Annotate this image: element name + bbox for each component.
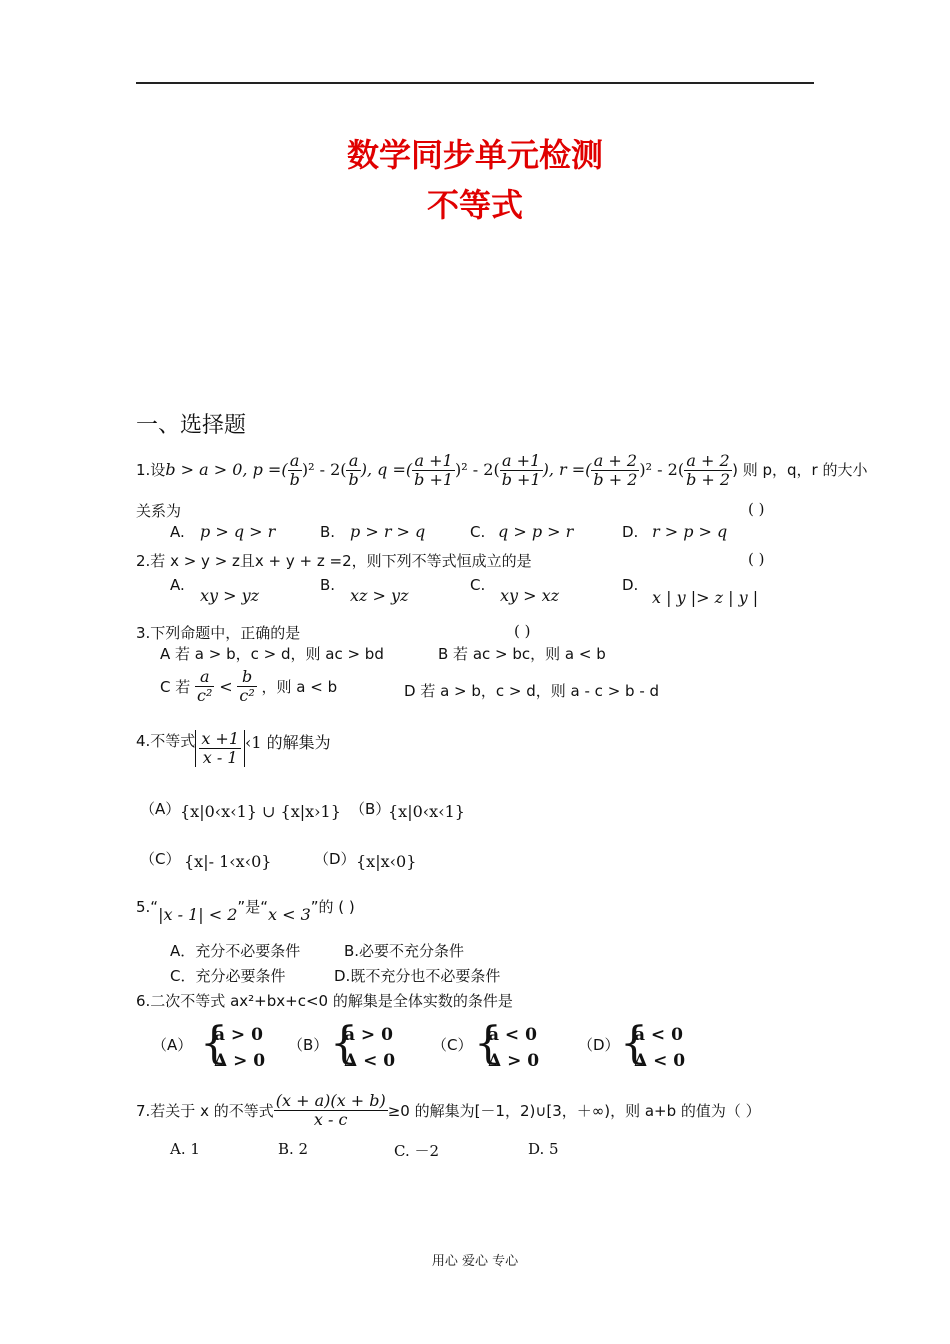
question-6: 6.二次不等式 ax²+bx+c<0 的解集是全体实数的条件是	[136, 992, 513, 1010]
q4-opt-d-label: （D）	[314, 850, 356, 868]
q5-opt-c: C．充分必要条件	[170, 967, 286, 985]
q5-opt-a: A．充分不必要条件	[170, 942, 301, 960]
q2-answer-bracket: ( )	[748, 550, 765, 568]
q1-opt-d: r > p > q	[652, 522, 728, 541]
q3-answer-bracket: ( )	[514, 622, 531, 640]
q1-frac-4: $\frac{a + 2}{b + 2}$	[686, 451, 731, 489]
q7-opt-c: C. －2	[394, 1142, 440, 1160]
q2-opt-a: xy > yz	[200, 586, 260, 605]
q1-frac-ab: $\frac{a}{b}$	[289, 451, 300, 489]
q4-opt-b: {x|0‹x‹1}	[388, 802, 465, 821]
page-footer: 用心 爱心 专心	[431, 1254, 519, 1269]
q7-opt-b: B. 2	[278, 1140, 309, 1158]
q2-opt-b-label: B.	[320, 576, 336, 594]
q6-opt-b-label: （B）	[288, 1036, 329, 1054]
q1-mid5: )² - 2(	[639, 460, 685, 479]
q1-mid2: ), q =(	[360, 460, 413, 479]
q7-opt-a: A. 1	[170, 1140, 200, 1158]
q1-frac-3: $\frac{a + 2}{b + 2}$	[593, 451, 638, 489]
q7-opt-d: D. 5	[528, 1140, 559, 1158]
question-7: 7.若关于 x 的不等式 $\frac{(x + a)(x + b)}{x - c}$ ≥0 的解集为[－1，2)∪[3，＋∞)，则 a+b 的值为（ ）	[136, 1091, 761, 1129]
q1-answer-bracket: ( )	[748, 500, 765, 518]
q1-opt-c: q > p > r	[498, 522, 574, 541]
q1-mid3: )² - 2(	[455, 460, 500, 479]
q3-frac-a: $\frac{a}{\text{c²}}$	[197, 667, 213, 705]
q6-opt-a: { a > 0 Δ > 0	[200, 1018, 266, 1071]
q1-mid4: ), r =(	[542, 460, 592, 479]
q1-opt-d-label: D.	[622, 523, 639, 541]
q4-opt-c-label: （C）	[140, 850, 181, 868]
question-5: 5.“|x - 1| < 2”是“x < 3”的 ( )	[136, 898, 355, 924]
question-1	[136, 452, 867, 489]
q2-opt-a-label: A.	[170, 576, 185, 594]
question-2: 2.若 x > y > z且x + y + z =2，则下列不等式恒成立的是	[136, 552, 532, 570]
q2-opt-d: x | y |> z | y |	[652, 588, 759, 607]
header-rule	[136, 82, 814, 84]
q1-opt-b: p > r > q	[350, 522, 426, 541]
q4-opt-d: {x|x‹0}	[356, 852, 417, 871]
q1-frac-1: $\frac{a +1}{b +1}$	[414, 451, 454, 489]
q3-opt-d: D 若 a > b，c > d，则 a - c > b - d	[404, 682, 660, 700]
q1-cond: b > a > 0, p =(	[165, 460, 288, 479]
doc-title: 数学同步单元检测	[346, 136, 603, 174]
q6-opt-c-label: （C）	[432, 1036, 473, 1054]
q3-frac-b: $\frac{b}{\text{c²}}$	[239, 667, 255, 705]
q6-opt-a-label: （A）	[152, 1036, 193, 1054]
q3-opt-a: A 若 a > b，c > d，则 ac > bd	[160, 645, 384, 663]
q6-opt-b: { a > 0 Δ < 0	[330, 1018, 396, 1071]
q5-opt-b: B.必要不充分条件	[344, 942, 465, 960]
q2-opt-d-label: D.	[622, 576, 639, 594]
q1-frac-ab2: $\frac{a}{b}$	[348, 451, 359, 489]
q2-opt-b: xz > yz	[350, 586, 409, 605]
q4-opt-a-label: （A）	[140, 800, 181, 818]
q4-opt-b-label: （B）	[350, 800, 391, 818]
doc-subtitle: 不等式	[426, 186, 523, 224]
q1-frac-2: $\frac{a +1}{b +1}$	[501, 451, 541, 489]
q6-opt-c: { a < 0 Δ > 0	[474, 1018, 540, 1071]
q6-opt-d-label: （D）	[578, 1036, 620, 1054]
q1-mid1: )² - 2(	[301, 460, 347, 479]
question-3: 3.下列命题中，正确的是	[136, 624, 301, 642]
q3-opt-b: B 若 ac > bc，则 a < b	[438, 645, 606, 663]
q4-opt-c: {x|- 1‹x‹0}	[184, 852, 272, 871]
q1-line2: 关系为	[136, 502, 182, 520]
q6-opt-d: { a < 0 Δ < 0	[620, 1018, 686, 1071]
q1-opt-a-label: A.	[170, 523, 185, 541]
question-4: 4.不等式 $\frac{x +1}{x - 1}$ ‹1 的解集为	[136, 729, 331, 767]
q4-opt-a: {x|0‹x‹1} ∪ {x|x›1}	[180, 802, 341, 821]
q7-frac: $\frac{(x + a)(x + b)}{x - c}$	[275, 1091, 386, 1129]
q2-opt-c-label: C.	[470, 576, 486, 594]
q1-opt-b-label: B.	[320, 523, 336, 541]
q1-tail: ) 则 p，q，r 的大小	[732, 461, 868, 479]
q1-opt-c-label: C.	[470, 523, 486, 541]
q1-prefix: 1.设	[136, 461, 166, 479]
q1-opt-a: p > q > r	[200, 522, 276, 541]
q2-opt-c: xy > xz	[500, 586, 560, 605]
q4-abs-frac: $\frac{x +1}{x - 1}$	[195, 730, 245, 767]
q3-opt-c: C 若 $\frac{a}{\text{c²}}$ < $\frac{b}{\text{c²}}$ ，则 a < b	[160, 667, 338, 705]
q5-opt-d: D.既不充分也不必要条件	[334, 967, 501, 985]
section-heading: 一、选择题	[136, 413, 247, 438]
